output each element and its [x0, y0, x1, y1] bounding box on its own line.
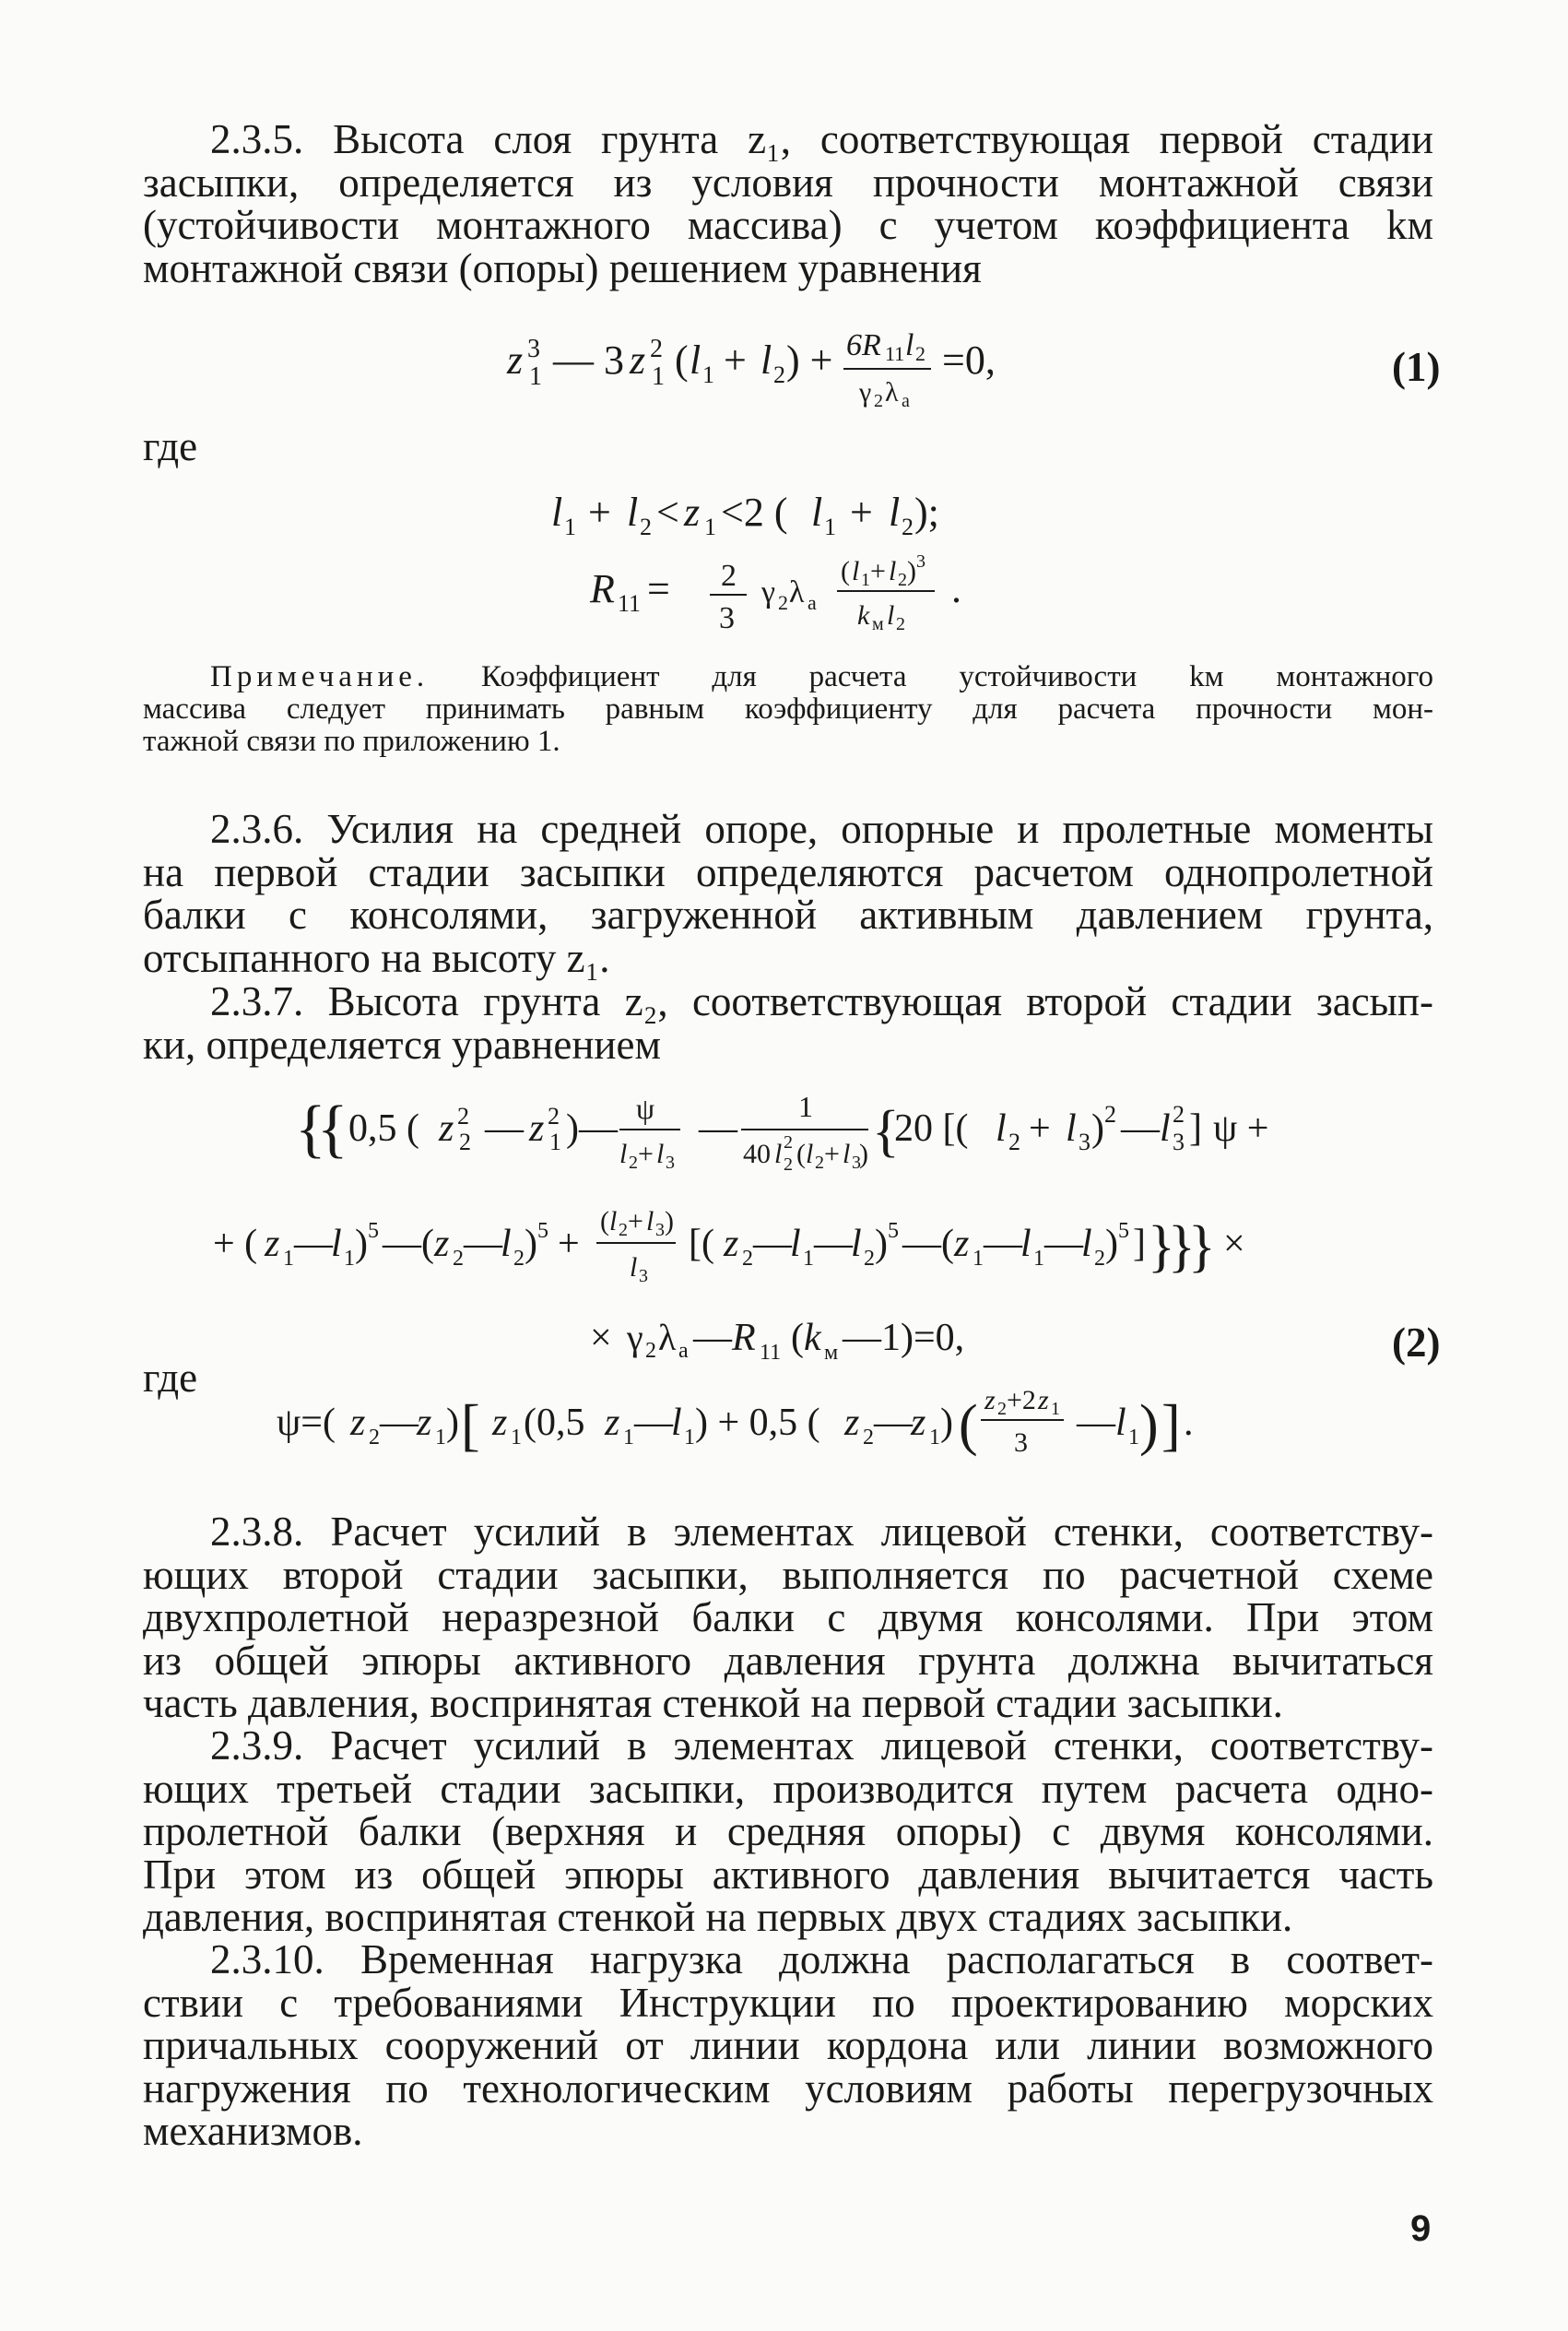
note-block [143, 661, 1433, 758]
svg-text:{: { [295, 1094, 326, 1165]
svg-text:}: } [1188, 1215, 1216, 1278]
svg-text:—: — [814, 1223, 853, 1265]
svg-text:k: k [857, 600, 870, 631]
svg-text:]: ] [1133, 1223, 1146, 1265]
svg-text:λ: λ [885, 377, 899, 408]
equation-number-1: (1) [1392, 344, 1441, 390]
r11-formula [581, 539, 1014, 641]
svg-text:—: — [699, 1107, 737, 1150]
svg-text:ψ: ψ [636, 1092, 655, 1125]
svg-text:z: z [507, 337, 524, 383]
paragraph-line: двухпролетной неразрезной балки с двумя консолями. При этом [143, 1594, 1433, 1640]
svg-text:— 3: — 3 [553, 337, 624, 383]
svg-text:3: 3 [1173, 1129, 1185, 1155]
svg-text:l: l [630, 1252, 638, 1283]
svg-text:2: 2 [640, 514, 652, 540]
svg-text:): ) [940, 1402, 953, 1444]
svg-text:2: 2 [1094, 1247, 1105, 1271]
svg-text:): ) [525, 1223, 537, 1265]
svg-text:2: 2 [874, 391, 883, 411]
svg-text:z: z [724, 1223, 739, 1265]
svg-text:2: 2 [864, 1247, 875, 1271]
svg-text:2: 2 [629, 1153, 638, 1173]
svg-text:2: 2 [453, 1247, 464, 1271]
svg-text:<2 (: <2 ( [721, 490, 788, 535]
paragraph-line: механизмов. [143, 2108, 363, 2154]
svg-text:): ) [907, 556, 916, 586]
svg-text:1: 1 [929, 1426, 940, 1449]
paragraph-line: 2.3.7. Высота грунта z₂, соответствующая второй стадии засып- [210, 978, 1433, 1024]
svg-text:l: l [774, 1139, 783, 1169]
svg-text:): ) [1105, 1223, 1118, 1265]
svg-text:2: 2 [902, 514, 914, 540]
paragraph-line: нагружения по технологическим условиям работы перегрузочных [143, 2065, 1433, 2112]
svg-text:1: 1 [652, 362, 665, 391]
svg-text:+2: +2 [1007, 1385, 1036, 1415]
svg-text:) + 0,5 (: ) + 0,5 ( [695, 1402, 820, 1444]
svg-text:l: l [851, 1223, 862, 1265]
svg-text:3: 3 [639, 1266, 648, 1286]
svg-text:);: ); [914, 490, 939, 535]
svg-text:l: l [331, 1223, 342, 1265]
svg-text:3: 3 [916, 551, 925, 572]
svg-text:.: . [951, 566, 961, 611]
svg-text:a: a [678, 1339, 689, 1363]
paragraph-line: давления, воспринятая стенкой на первых двух стадиях засыпки. [143, 1894, 1293, 1940]
svg-text:): ) [859, 1139, 868, 1169]
svg-text:l: l [1066, 1107, 1077, 1150]
svg-text:l: l [690, 337, 701, 383]
svg-text:1: 1 [511, 1426, 522, 1449]
svg-text:]: ] [1161, 1394, 1181, 1457]
svg-text:z: z [1038, 1385, 1049, 1415]
svg-text:—: — [1077, 1402, 1115, 1444]
svg-text:(: ( [600, 1206, 609, 1236]
svg-text:): ) [875, 1223, 888, 1265]
paragraph-line: (устойчивости монтажного массива) с учетом коэффициента kм [143, 202, 1433, 248]
svg-text:z: z [630, 337, 646, 383]
svg-text:—: — [1121, 1107, 1160, 1150]
svg-text:м: м [824, 1341, 839, 1365]
equation-2-line-3 [590, 1302, 1106, 1376]
svg-text:l: l [760, 337, 772, 383]
svg-text:2: 2 [1008, 1129, 1020, 1155]
svg-text:—(: —( [902, 1223, 954, 1265]
svg-text:z: z [350, 1402, 366, 1444]
svg-text:м: м [872, 614, 884, 634]
svg-text:—: — [753, 1223, 792, 1265]
svg-text:2: 2 [1104, 1101, 1116, 1128]
svg-text:): ) [665, 1206, 674, 1236]
svg-text:λ: λ [789, 575, 805, 609]
svg-text:z: z [605, 1402, 620, 1444]
svg-text:11: 11 [885, 342, 905, 365]
svg-text:l: l [811, 490, 823, 535]
svg-text:5: 5 [537, 1219, 548, 1243]
svg-text:2: 2 [513, 1247, 525, 1271]
svg-text:z: z [984, 1385, 996, 1415]
paragraph-line: из общей эпюры активного давления грунта должна вычитаться [143, 1637, 1433, 1684]
svg-text:γ: γ [761, 575, 776, 609]
svg-text:R: R [590, 566, 615, 611]
svg-text:40: 40 [743, 1139, 771, 1169]
svg-text:1: 1 [861, 570, 870, 590]
svg-text:+: + [1029, 1107, 1051, 1150]
svg-text:—: — [485, 1107, 524, 1150]
svg-text:2: 2 [742, 1247, 753, 1271]
svg-text:5: 5 [888, 1219, 899, 1243]
svg-text:(: ( [841, 556, 850, 586]
paragraph-line: причальных сооружений от линии кордона или линии возможного [143, 2022, 1433, 2068]
paragraph-2-3-7 [143, 980, 1433, 1066]
paragraph-2-3-9 [143, 1724, 1433, 1939]
svg-text:2: 2 [915, 342, 925, 365]
svg-text:): ) [1139, 1394, 1159, 1457]
svg-text:—: — [380, 1402, 419, 1444]
svg-text:1: 1 [623, 1426, 634, 1449]
svg-text:z: z [492, 1402, 508, 1444]
svg-text:l: l [889, 490, 901, 535]
equation-1 [498, 318, 1088, 420]
paragraph-line: ющих второй стадии засыпки, выполняется по расчетной схеме [143, 1551, 1433, 1598]
svg-text:3: 3 [719, 601, 735, 635]
svg-text:<: < [656, 490, 679, 535]
svg-text:11: 11 [618, 590, 642, 617]
svg-text:z: z [684, 490, 701, 535]
svg-text:l: l [996, 1107, 1007, 1150]
svg-text:1: 1 [1051, 1399, 1060, 1419]
svg-text:2: 2 [784, 1154, 793, 1175]
svg-text:+: + [824, 1139, 840, 1169]
note-line-1: Примечание. Коэффициент для расчета устойчивости kм монтажного [210, 660, 1434, 693]
svg-text:z: z [844, 1402, 860, 1444]
svg-text:1: 1 [529, 362, 542, 391]
svg-text:+ (: + ( [213, 1223, 258, 1265]
paragraph-line: засыпки, определяется из условия прочности монтажной связи [143, 159, 1433, 206]
svg-text:—: — [693, 1317, 732, 1359]
svg-text:): ) [355, 1223, 368, 1265]
paragraph-2-3-10 [143, 1938, 1433, 2153]
svg-text:5: 5 [368, 1219, 379, 1243]
svg-text:3: 3 [666, 1153, 675, 1173]
svg-text:3: 3 [527, 335, 540, 363]
svg-text:—: — [464, 1223, 502, 1265]
svg-text:—1)=0,: —1)=0, [843, 1317, 965, 1359]
svg-text:+: + [724, 337, 747, 383]
svg-text:—: — [874, 1402, 913, 1444]
svg-text:1: 1 [435, 1426, 446, 1449]
svg-text:l: l [905, 328, 914, 362]
svg-text:(: ( [796, 1139, 806, 1169]
svg-text:z: z [434, 1223, 450, 1265]
svg-text:+: + [850, 490, 873, 535]
note-line-3: тажной связи по приложению 1. [143, 725, 560, 758]
svg-text:+: + [638, 1139, 654, 1169]
condition-z1 [544, 475, 1042, 549]
svg-text:l: l [852, 556, 860, 586]
svg-text:(: ( [791, 1317, 804, 1359]
svg-text:(: ( [959, 1394, 978, 1457]
paragraph-2-3-6 [143, 808, 1433, 979]
svg-text:2: 2 [721, 559, 737, 593]
svg-text:×: × [590, 1317, 612, 1359]
svg-text:): ) [1091, 1107, 1104, 1150]
svg-text:3: 3 [655, 1220, 665, 1240]
paragraph-line: отсыпанного на высоту z₁. [143, 934, 610, 981]
svg-text:1: 1 [824, 514, 836, 540]
svg-text:1: 1 [1033, 1247, 1044, 1271]
svg-text:1: 1 [704, 514, 716, 540]
svg-text:5: 5 [1118, 1219, 1129, 1243]
note-title: Примечание. [210, 660, 430, 693]
svg-text:0,5 (: 0,5 ( [348, 1107, 419, 1150]
note-line-2: массива следует принимать равным коэффициенту для расчета прочности мон- [143, 692, 1433, 726]
svg-text:2: 2 [548, 1103, 560, 1130]
svg-text:ψ +: ψ + [1213, 1107, 1269, 1150]
svg-text:—: — [634, 1402, 673, 1444]
svg-text:l: l [551, 490, 563, 535]
equation-2-line-2 [207, 1189, 1424, 1300]
svg-text:[(: [( [689, 1223, 714, 1265]
svg-text:20 [(: 20 [( [894, 1107, 969, 1150]
svg-text:1: 1 [344, 1247, 355, 1271]
svg-text:2: 2 [619, 1220, 628, 1240]
svg-text:a: a [808, 591, 817, 614]
svg-text:2: 2 [650, 335, 663, 363]
svg-text:.: . [1184, 1402, 1194, 1444]
svg-text:γ: γ [627, 1317, 643, 1358]
svg-text:1: 1 [973, 1247, 984, 1271]
svg-text:l: l [843, 1139, 851, 1169]
svg-text:3: 3 [852, 1153, 861, 1173]
equation-number-2: (2) [1392, 1319, 1441, 1366]
svg-text:×: × [1223, 1223, 1245, 1265]
svg-text:2: 2 [815, 1153, 824, 1173]
svg-text:1: 1 [283, 1247, 294, 1271]
svg-text:—: — [294, 1223, 333, 1265]
svg-text:z: z [439, 1107, 454, 1150]
svg-text:z: z [911, 1402, 926, 1444]
svg-text:1: 1 [1128, 1426, 1139, 1449]
paragraph-line: ющих третьей стадии засыпки, производится путем расчета одно- [143, 1765, 1433, 1812]
paragraph-line: 2.3.10. Временная нагрузка должна располагаться в соответ- [210, 1936, 1433, 1982]
svg-text:2: 2 [773, 361, 785, 388]
svg-text:l: l [656, 1139, 665, 1169]
svg-text:11: 11 [760, 1341, 782, 1365]
svg-text:l: l [609, 1206, 618, 1236]
svg-text:1: 1 [684, 1426, 695, 1449]
svg-text:l: l [790, 1223, 801, 1265]
svg-text:—: — [984, 1223, 1022, 1265]
paragraph-line: 2.3.6. Усилия на средней опоре, опорные и пролетные моменты [210, 806, 1433, 852]
paragraph-line: на первой стадии засыпки определяются расчетом однопролетной [143, 848, 1433, 895]
svg-text:+: + [870, 556, 886, 586]
paragraph-line: 2.3.9. Расчет усилий в элементах лицевой стенки, соответству- [210, 1722, 1433, 1769]
svg-text:z: z [954, 1223, 970, 1265]
paragraph-line: ки, определяется уравнением [143, 1021, 661, 1068]
svg-text:}: } [1168, 1215, 1196, 1278]
svg-text:ψ=(: ψ=( [277, 1402, 336, 1444]
where-label-1: где [143, 423, 198, 469]
where-label-2: где [143, 1355, 198, 1401]
paragraph-line: балки с консолями, загруженной активным давлением грунта, [143, 892, 1433, 938]
svg-text:λ: λ [658, 1317, 677, 1358]
svg-text:z: z [529, 1107, 545, 1150]
svg-text:)—: )— [566, 1107, 618, 1150]
svg-text:2: 2 [645, 1339, 656, 1363]
svg-text:2: 2 [896, 614, 905, 634]
svg-text:k: k [804, 1317, 821, 1359]
svg-text:l: l [1115, 1402, 1126, 1444]
svg-text:l: l [887, 600, 895, 631]
paragraph-line: пролетной балки (верхняя и средняя опоры) с двумя консолями. [143, 1808, 1433, 1854]
svg-text:]: ] [1189, 1107, 1202, 1150]
svg-text:l: l [1081, 1223, 1092, 1265]
svg-text:(0,5: (0,5 [524, 1402, 585, 1444]
svg-text:3: 3 [1079, 1129, 1091, 1155]
svg-text:l: l [1160, 1107, 1171, 1150]
svg-text:{: { [317, 1094, 348, 1165]
svg-text:2: 2 [784, 1132, 793, 1153]
svg-text:6R: 6R [846, 328, 881, 362]
svg-text:l: l [806, 1139, 814, 1169]
svg-text:3: 3 [1014, 1427, 1028, 1458]
svg-text:+: + [558, 1223, 580, 1265]
svg-text:z: z [417, 1402, 432, 1444]
svg-text:1: 1 [803, 1247, 814, 1271]
svg-text:1: 1 [549, 1129, 561, 1155]
svg-text:{: { [872, 1100, 900, 1163]
svg-text:l: l [627, 490, 639, 535]
svg-text:l: l [619, 1139, 628, 1169]
svg-text:—(: —( [383, 1223, 434, 1265]
svg-text:γ: γ [859, 377, 872, 408]
svg-text:l: l [501, 1223, 512, 1265]
svg-text:2: 2 [863, 1426, 874, 1449]
paragraph-2-3-8 [143, 1510, 1433, 1725]
svg-text:2: 2 [457, 1103, 469, 1130]
paragraph-2-3-5 [143, 118, 1433, 290]
svg-text:z: z [265, 1223, 280, 1265]
svg-text:}: } [1148, 1215, 1175, 1278]
svg-text:l: l [671, 1402, 682, 1444]
svg-text:): ) [446, 1402, 459, 1444]
svg-text:2: 2 [997, 1399, 1007, 1419]
svg-text:=: = [647, 566, 670, 611]
svg-text:[: [ [461, 1394, 480, 1457]
svg-text:2: 2 [778, 591, 788, 614]
svg-text:R: R [732, 1317, 756, 1359]
svg-text:2: 2 [1173, 1101, 1185, 1128]
svg-text:a: a [902, 391, 910, 411]
svg-text:1: 1 [702, 361, 714, 388]
svg-text:2: 2 [898, 570, 907, 590]
svg-text:(: ( [675, 337, 689, 383]
svg-text:+: + [628, 1206, 643, 1236]
svg-text:+: + [588, 490, 611, 535]
psi-formula [277, 1372, 1346, 1473]
svg-text:1: 1 [798, 1090, 813, 1123]
svg-text:) +: ) + [786, 337, 833, 383]
paragraph-line: монтажной связи (опоры) решением уравнения [143, 244, 982, 291]
page-number: 9 [1410, 2208, 1432, 2249]
svg-text:2: 2 [459, 1129, 471, 1155]
svg-text:l: l [889, 556, 897, 586]
equation-2-line-1 [295, 1074, 1309, 1194]
paragraph-line: 2.3.5. Высота слоя грунта z₁, соответствующая первой стадии [210, 116, 1433, 162]
svg-text:=0,: =0, [942, 337, 996, 383]
svg-text:1: 1 [564, 514, 576, 540]
svg-text:2: 2 [369, 1426, 380, 1449]
paragraph-line: часть давления, воспринятая стенкой на первой стадии засыпки. [143, 1680, 1283, 1726]
paragraph-line: 2.3.8. Расчет усилий в элементах лицевой стенки, соответству- [210, 1509, 1433, 1555]
svg-text:l: l [1020, 1223, 1032, 1265]
paragraph-line: ствии с требованиями Инструкции по проектированию морских [143, 1979, 1433, 2026]
paragraph-line: При этом из общей эпюры активного давления вычитается часть [143, 1851, 1433, 1898]
svg-text:—: — [1044, 1223, 1083, 1265]
svg-text:l: l [646, 1206, 654, 1236]
